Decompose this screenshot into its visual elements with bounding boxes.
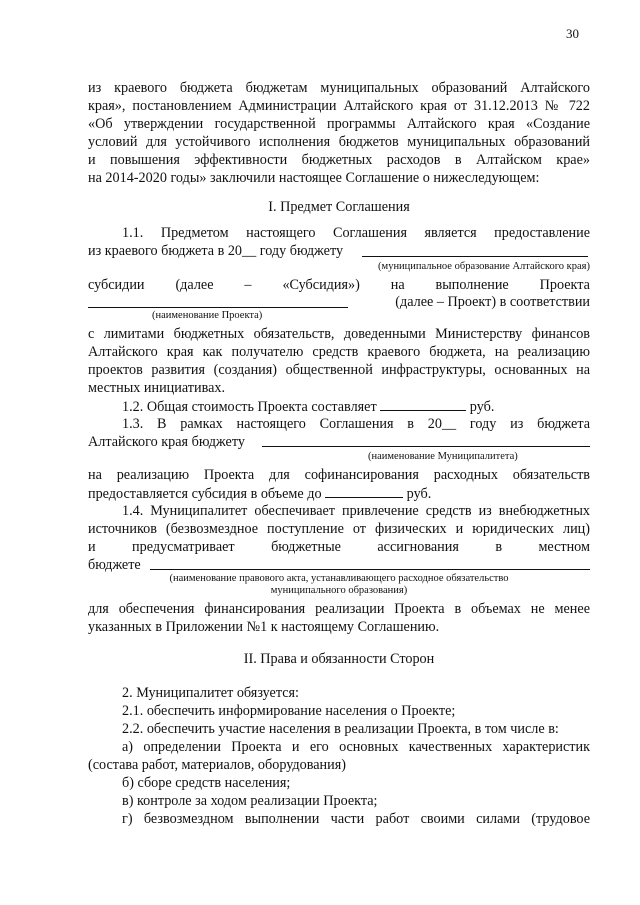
- intro-line: условий для устойчивого исполнения бюджетов муниципальных образований: [88, 134, 590, 150]
- word: Проекта: [539, 277, 590, 293]
- clause-1-4-end: для обеспечения финансирования реализации Проекта в объемах не менее: [88, 601, 590, 617]
- word: –: [244, 277, 252, 293]
- limits-line: Алтайского края как получателю средств краевого бюджета, на реализацию: [88, 344, 590, 360]
- clause-1-4: 1.4. Муниципалитет обеспечивает привлечение средств из внебюджетных: [122, 503, 590, 519]
- clause-1-1: 1.1. Предметом настоящего Соглашения является предоставление: [122, 225, 590, 241]
- blank-line: [325, 484, 403, 498]
- word: и: [88, 539, 96, 555]
- word: бюджетные: [271, 539, 341, 555]
- limits-line: проектов развития (создания) общественной инфраструктуры, основанных на: [88, 362, 590, 378]
- clause-1-3-cont: [88, 433, 590, 451]
- clause-1-4-end: указанных в Приложении №1 к настоящему Соглашению.: [88, 619, 440, 635]
- clause-1-2-text: 1.2. Общая стоимость Проекта составляет: [122, 399, 377, 415]
- clause-2-2-a-cont: (состава работ, материалов, оборудования): [88, 757, 346, 773]
- blank-line: [88, 307, 348, 308]
- note-legal-act: (наименование правового акта, устанавливающего расходное обязательство: [169, 573, 509, 584]
- section-1-title: I. Предмет Соглашения: [268, 199, 410, 215]
- clause-1-3-text: предоставляется субсидия в объеме до: [88, 486, 322, 502]
- clause-2-2-g: г) безвозмездном выполнении части работ своими силами (трудовое: [122, 811, 590, 827]
- clause-2-2-b: б) сборе средств населения;: [122, 775, 291, 791]
- clause-1-4-line: источников (безвозмездное поступление от физических и юридических лиц): [88, 521, 590, 537]
- blank-line: [362, 256, 588, 257]
- blank-line: [262, 446, 590, 447]
- blank-line: [150, 569, 590, 570]
- clause-1-1-cont: [88, 242, 590, 260]
- project-suffix: (далее – Проект) в соответствии: [395, 294, 590, 310]
- page-number: 30: [566, 26, 579, 41]
- word: субсидии: [88, 277, 145, 293]
- intro-line: края», постановлением Администрации Алтайского края от 31.12.2013 № 722: [88, 98, 590, 114]
- note-project-name: (наименование Проекта): [152, 310, 263, 321]
- clause-1-3: 1.3. В рамках настоящего Соглашения в 20__ году из бюджета: [122, 416, 590, 432]
- limits-line: с лимитами бюджетных обязательств, доведенными Министерству финансов: [88, 326, 590, 342]
- clause-1-3-line: [88, 484, 590, 503]
- clause-1-2: [122, 397, 590, 416]
- clause-2: 2. Муниципалитет обязуется:: [122, 685, 299, 701]
- clause-1-1-text: из краевого бюджета в 20__ году бюджету: [88, 243, 344, 259]
- clause-1-3-line: на реализацию Проекта для софинансирования расходных обязательств: [88, 467, 590, 483]
- blank-line: [380, 397, 466, 411]
- word: выполнение: [435, 277, 509, 293]
- clause-2-1: 2.1. обеспечить информирование населения о Проекте;: [122, 703, 456, 719]
- clause-2-2-a: а) определении Проекта и его основных качественных характеристик: [122, 739, 590, 755]
- limits-line: местных инициативах.: [88, 380, 226, 396]
- currency-label: руб.: [469, 399, 495, 415]
- clause-2-2-v: в) контроле за ходом реализации Проекта;: [122, 793, 378, 809]
- section-2-title: II. Права и обязанности Сторон: [243, 651, 435, 667]
- note-municipality: (наименование Муниципалитета): [368, 451, 518, 462]
- note-legal-act: муниципального образования): [270, 585, 408, 596]
- clause-1-3-text: Алтайского края бюджету: [88, 434, 245, 450]
- word: предусматривает: [132, 539, 235, 555]
- word: местном: [538, 539, 590, 555]
- word: ассигнования: [377, 539, 459, 555]
- clause-1-4-line: [88, 538, 590, 556]
- intro-line: «Об утверждении государственной программы Алтайского края «Создание: [88, 116, 590, 132]
- intro-line: на 2014-2020 годы» заключили настоящее Соглашение о нижеследующем:: [88, 170, 540, 186]
- word: (далее: [175, 277, 214, 293]
- word: «Субсидия»): [282, 277, 360, 293]
- note-municipal: (муниципальное образование Алтайского края): [378, 261, 590, 272]
- subsidy-line: [88, 276, 590, 294]
- word: на: [390, 277, 405, 293]
- clause-1-4-line: бюджете: [88, 557, 141, 573]
- intro-line: из краевого бюджета бюджетам муниципальных образований Алтайского: [88, 80, 590, 96]
- intro-line: и повышения эффективности бюджетных расходов в Алтайском крае»: [88, 152, 590, 168]
- currency-label: руб.: [406, 486, 432, 502]
- word: в: [495, 539, 503, 555]
- clause-2-2: 2.2. обеспечить участие населения в реализации Проекта, в том числе в:: [122, 721, 559, 737]
